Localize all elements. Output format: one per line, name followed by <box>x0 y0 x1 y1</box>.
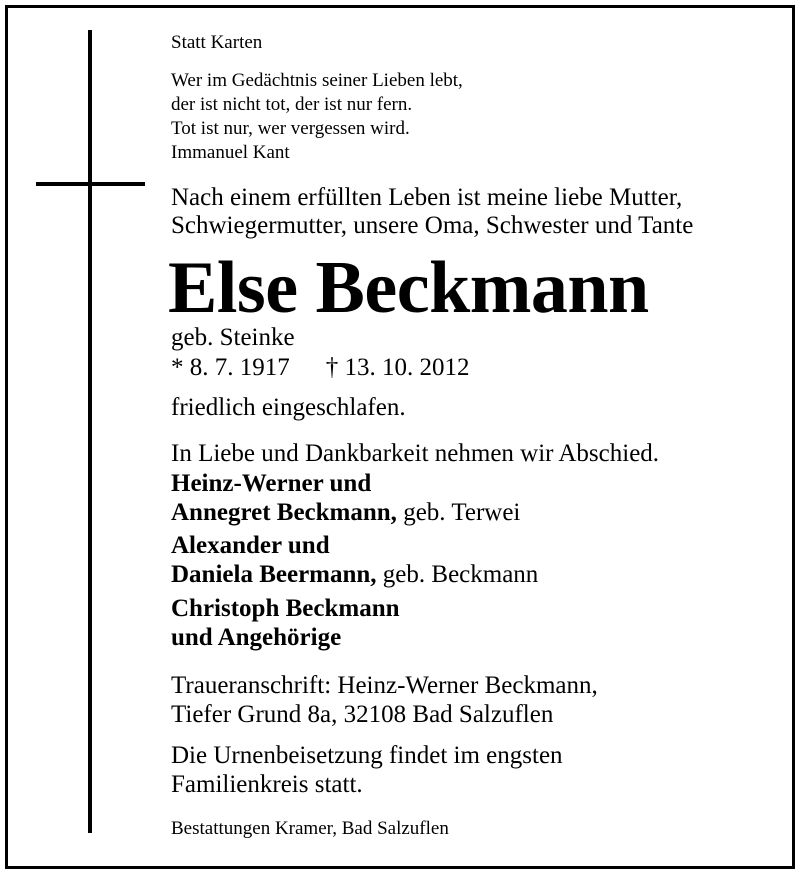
mourner-1-line-1: Heinz-Werner und <box>171 470 372 497</box>
farewell-line: In Liebe und Dankbarkeit nehmen wir Abschied. <box>171 440 660 467</box>
burial-line-1: Die Urnenbeisetzung findet im engsten <box>171 742 563 769</box>
quote-line-2: der ist nicht tot, der ist nur fern. <box>171 94 413 115</box>
cross-horizontal-bar <box>36 182 145 186</box>
death-date: † 13. 10. 2012 <box>325 354 470 381</box>
undertaker: Bestattungen Kramer, Bad Salzuflen <box>171 818 449 839</box>
life-dates <box>171 353 470 382</box>
quote-line-3: Tot ist nur, wer vergessen wird. <box>171 118 410 139</box>
cross-vertical-bar <box>88 30 92 833</box>
intro-line-2: Schwiegermutter, unsere Oma, Schwester und Tante <box>171 212 694 239</box>
quote-author: Immanuel Kant <box>171 142 290 163</box>
mourner-3-line-2: und Angehörige <box>171 624 342 651</box>
mourner-3-line-1: Christoph Beckmann <box>171 595 400 622</box>
passing-note: friedlich eingeschlafen. <box>171 394 406 421</box>
mourner-1-line-2: Annegret Beckmann, geb. Terwei <box>171 499 521 526</box>
mourner-2-line-1: Alexander und <box>171 532 330 559</box>
burial-line-2: Familienkreis statt. <box>171 771 363 798</box>
mourner-2-line-2: Daniela Beermann, geb. Beckmann <box>171 561 539 588</box>
maiden-name: geb. Steinke <box>171 324 295 351</box>
birth-date: * 8. 7. 1917 <box>171 354 290 381</box>
address-line-1: Traueranschrift: Heinz-Werner Beckmann, <box>171 672 598 699</box>
statt-karten: Statt Karten <box>171 32 263 53</box>
intro-line-1: Nach einem erfüllten Leben ist meine liebe Mutter, <box>171 184 683 211</box>
quote-line-1: Wer im Gedächtnis seiner Lieben lebt, <box>171 70 463 91</box>
deceased-name: Else Beckmann <box>168 247 649 329</box>
address-line-2: Tiefer Grund 8a, 32108 Bad Salzuflen <box>171 701 554 728</box>
